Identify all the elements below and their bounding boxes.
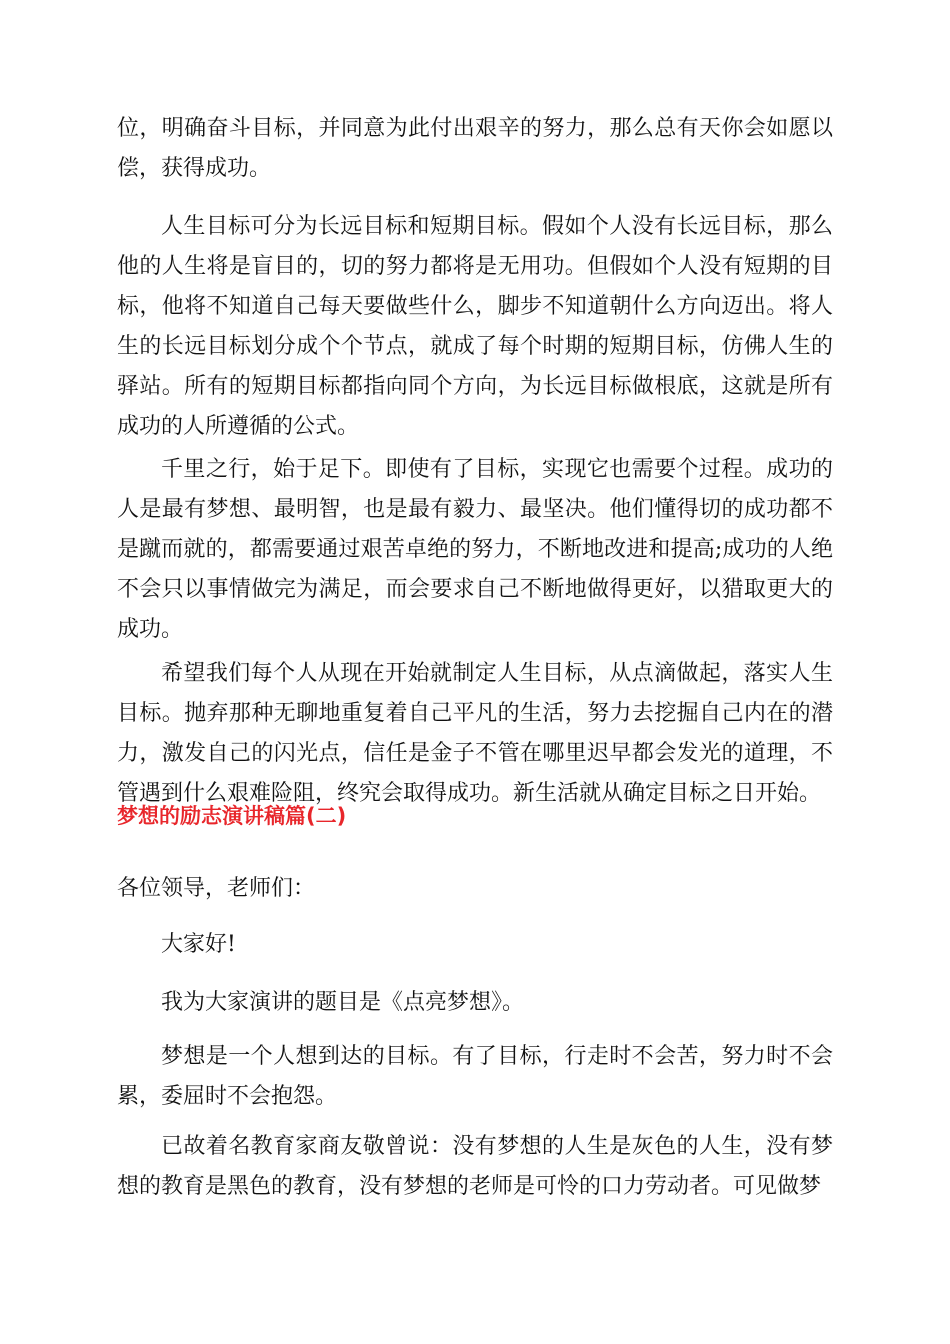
paragraph-quote: 已故着名教育家商友敬曾说：没有梦想的人生是灰色的人生，没有梦想的教育是黑色的教育，没有梦想的老师是可怜的口力劳动者。可见做梦 [117,1134,833,1199]
speech-title-line: 我为大家演讲的题目是《点亮梦想》。 [161,990,525,1015]
paragraph-journey: 千里之行，始于足下。即使有了目标，实现它也需要个过程。成功的人是最有梦想、最明智，也是最有毅力、最坚决。他们懂得切的成功都不是蹴而就的，都需要通过艰苦卓绝的努力，不断地改进和提高;成功的人绝不会只以事情做完为满足，而会要求自己不断地做得更好，以猎取更大的成功。 [117,457,833,642]
salutation: 各位领导，老师们： [117,876,316,901]
paragraph-continuation: 位，明确奋斗目标，并同意为此付出艰辛的努力，那么总有天你会如愿以偿，获得成功。 [117,116,833,181]
greeting: 大家好! [161,932,236,957]
paragraph-hope: 希望我们每个人从现在开始就制定人生目标，从点滴做起，落实人生目标。抛弃那种无聊地重复着自己平凡的生活，努力去挖掘自己内在的潜力，激发自己的闪光点，信任是金子不管在哪里迟早都会发光的道理，不管遇到什么艰难险阻，终究会取得成功。新生活就从确定目标之日开始。 [117,661,833,806]
paragraph-life-goals: 人生目标可分为长远目标和短期目标。假如个人没有长远目标，那么他的人生将是盲目的，切的努力都将是无用功。但假如个人没有短期的目标，他将不知道自己每天要做些什么，脚步不知道朝什么方向迈出。将人生的长远目标划分成个个节点，就成了每个时期的短期目标，仿佛人生的驿站。所有的短期目标都指向同个方向，为长远目标做根底，这就是所有成功的人所遵循的公式。 [117,214,833,439]
section-heading: 梦想的励志演讲稿篇(二) [117,804,347,828]
paragraph-dream-definition: 梦想是一个人想到达的目标。有了目标，行走时不会苦，努力时不会累，委屈时不会抱怨。 [117,1044,833,1109]
